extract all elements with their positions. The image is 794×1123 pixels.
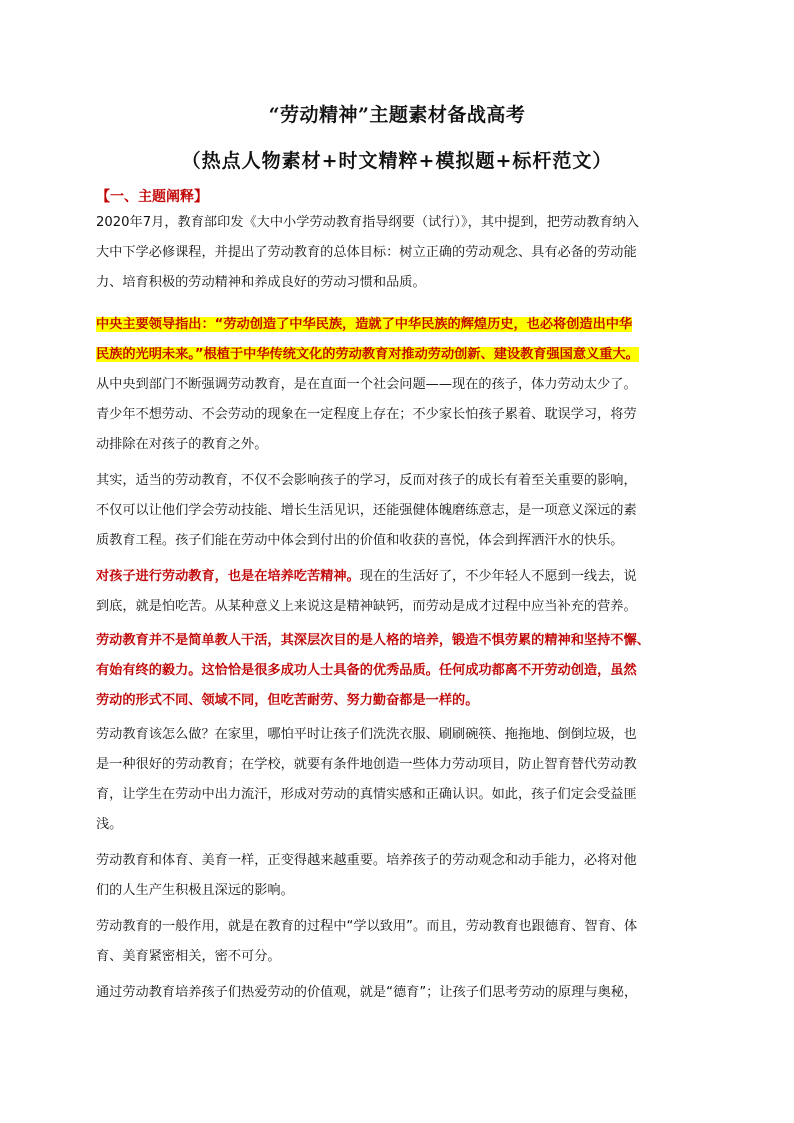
emphasized-text: 对孩子进行劳动教育，也是在培养吃苦精神。 [96,569,360,584]
section-heading: 【一、主题阐释】 [96,189,208,205]
text-line: 育，让学生在劳动中出力流汗，形成对劳动的真情实感和正确认识。如此，孩子们定会受益匪 [96,787,637,802]
text-line: 动排除在对孩子的教育之外。 [96,437,268,452]
text-line: 从中央到部门不断强调劳动教育，是在直面一个社会问题——现在的孩子，体力劳动太少了。 [96,377,637,392]
text-line: 浅。 [96,817,123,832]
paragraph-1 [96,208,702,298]
text-span: 现在的生活好了，不少年轻人不愿到一线去，说 [359,569,637,584]
text-line: 劳动教育和体育、美育一样，正变得越来越重要。培养孩子的劳动观念和动手能力，必将对他 [96,853,637,868]
text-line: 大中下学必修课程，并提出了劳动教育的总体目标：树立正确的劳动观念、具有必备的劳动能 [96,245,637,260]
text-line: 其实，适当的劳动教育，不仅不会影响孩子的学习，反而对孩子的成长有着至关重要的影响， [96,473,637,488]
paragraph-2-highlighted [96,310,702,370]
text-line: 劳动教育并不是简单教人干活，其深层次目的是人格的培养，锻造不惧劳累的精神和坚持不懈、 [96,633,650,648]
text-line: 2020年7月，教育部印发《大中小学劳动教育指导纲要（试行）》，其中提到，把劳动教育纳入 [96,215,640,230]
text-line: 不仅可以让他们学会劳动技能、增长生活见识，还能强健体魄磨练意志，是一项意义深远的素 [96,503,637,518]
paragraph-8 [96,846,702,906]
text-line: 是一种很好的劳动教育；在学校，就要有条件地创造一些体力劳动项目，防止智育替代劳动教 [96,757,637,772]
text-line: 到底，就是怕吃苦。从某种意义上来说这是精神缺钙，而劳动是成才过程中应当补充的营养。 [96,599,637,614]
paragraph-5 [96,562,702,622]
text-line: 们的人生产生积极且深远的影响。 [96,883,294,898]
text-line: 质教育工程。孩子们能在劳动中体会到付出的价值和收获的喜悦，体会到挥洒汗水的快乐。 [96,533,624,548]
text-line: 劳动教育的一般作用，就是在教育的过程中“学以致用”。而且，劳动教育也跟德育、智育、体 [96,919,638,934]
paragraph-10 [96,978,702,1008]
text-line: 青少年不想劳动、不会劳动的现象在一定程度上存在；不少家长怕孩子累着、耽误学习，将劳 [96,407,637,422]
text-line: 有始有终的毅力。这恰恰是很多成功人士具备的优秀品质。任何成功都离不开劳动创造，虽然 [96,663,637,678]
highlighted-text: 中央主要领导指出：“劳动创造了中华民族，造就了中华民族的辉煌历史，也必将创造出中华 [96,317,633,332]
text-line: 通过劳动教育培养孩子们热爱劳动的价值观，就是“德育”；让孩子们思考劳动的原理与奥秘， [96,985,638,1000]
text-line: 劳动教育该怎么做？在家里，哪怕平时让孩子们洗洗衣服、刷刷碗筷、拖拖地、倒倒垃圾，也 [96,727,637,742]
paragraph-9 [96,912,702,972]
text-line: 育、美育紧密相关，密不可分。 [96,949,281,964]
paragraph-4 [96,466,702,556]
document-subtitle: （热点人物素材+时文精粹+模拟题+标杆范文） [181,150,613,172]
text-line: 劳动的形式不同、领域不同，但吃苦耐劳、努力勤奋都是一样的。 [96,693,479,708]
document-title: “劳动精神”主题素材备战高考 [268,104,526,126]
paragraph-3 [96,370,702,460]
text-line: 力、培育积极的劳动精神和养成良好的劳动习惯和品质。 [96,275,426,290]
highlighted-text: 民族的光明未来。”根植于中华传统文化的劳动教育对推动劳动创新、建设教育强国意义重大。 [96,347,639,362]
paragraph-7 [96,720,702,840]
paragraph-6-emphasized [96,626,702,716]
